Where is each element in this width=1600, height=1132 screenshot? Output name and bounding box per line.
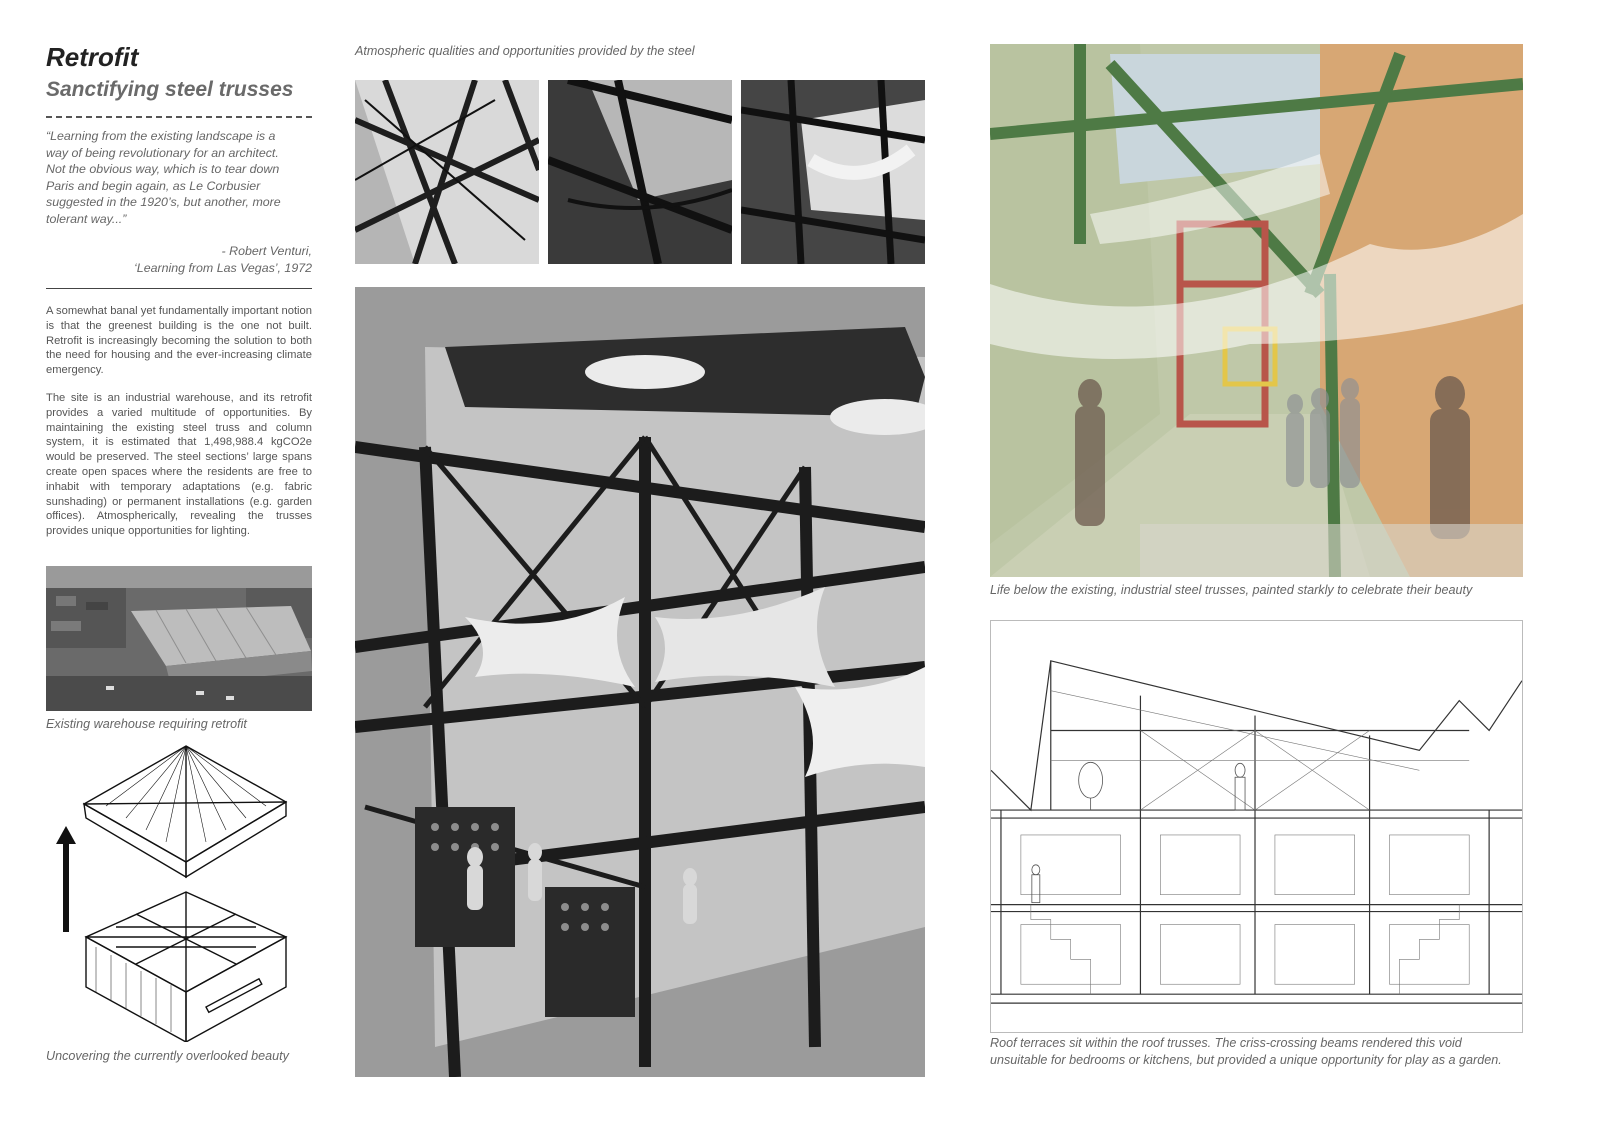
model-detail-photo-1 — [355, 80, 539, 264]
sketch-caption: Uncovering the currently overlooked beauty — [46, 1049, 289, 1063]
model-detail-photo-2 — [548, 80, 732, 264]
quote-line: Not the obvious way, which is to tear down — [46, 162, 280, 176]
section-caption-line-2: unsuitable for bedrooms or kitchens, but provided a unique opportunity for play as a garden. — [990, 1053, 1502, 1067]
quote-line: suggested in the 1920’s, but another, more — [46, 195, 281, 209]
model-photos-caption: Atmospheric qualities and opportunities provided by the steel — [355, 44, 695, 58]
sectional-drawing — [990, 620, 1523, 1033]
quote-line: Paris and begin again, as Le Corbusier — [46, 178, 261, 193]
interior-render-caption: Life below the existing, industrial steel trusses, painted starkly to celebrate their beauty — [990, 583, 1473, 597]
quote-source: ‘Learning from Las Vegas’, 1972 — [134, 260, 312, 275]
model-detail-photo-3 — [741, 80, 925, 264]
quote-line: tolerant way...” — [46, 211, 127, 226]
warehouse-caption: Existing warehouse requiring retrofit — [46, 717, 247, 731]
warehouse-aerial-photo — [46, 566, 312, 711]
page-title: Retrofit — [46, 42, 139, 72]
body-paragraph-2: The site is an industrial warehouse, and its retrofit provides a varied multitude of opportunities. By maintaining the existing steel truss and column system, it is estimated that 1,498,988.4 kgCO2e would be preserved. The steel sections’ large spans create open spaces where the residents are free to inhabit with temporary adaptations (e.g. fabric sunshading) or permanent installations (e.g. garden offices). Atmospherically, revealing the trusses provides unique opportunities for lighting. — [46, 392, 312, 538]
section-caption-line-1: Roof terraces sit within the roof trusses. The criss-crossing beams rendered this void — [990, 1036, 1462, 1050]
quote-author: - Robert Venturi, — [221, 244, 312, 258]
dashed-divider — [46, 116, 312, 118]
section-divider — [46, 288, 312, 289]
model-main-photo — [355, 287, 925, 1077]
quote-line: way of being revolutionary for an architect. — [46, 145, 279, 160]
quote-block — [46, 128, 312, 227]
page-subtitle: Sanctifying steel trusses — [46, 78, 294, 101]
body-paragraph-1: A somewhat banal yet fundamentally important notion is that the greenest building is the one not built. Retrofit is increasingly becoming the solution to both the need for housing and the ever-increasing climate emergency. — [46, 305, 312, 377]
quote-attribution — [46, 243, 312, 276]
up-arrow-icon — [56, 826, 76, 932]
exploded-axonometric-sketch — [46, 742, 312, 1042]
interior-render — [990, 44, 1523, 577]
quote-line: “Learning from the existing landscape is a — [46, 129, 276, 143]
